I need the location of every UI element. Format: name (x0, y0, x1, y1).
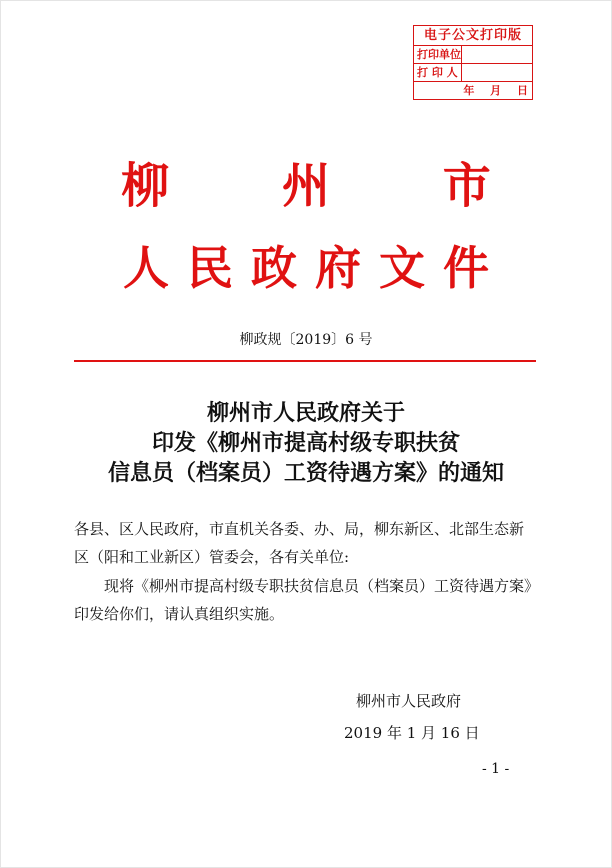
issuer-city-title: 柳 州 市 (121, 158, 539, 214)
stamp-print-unit-label: 打印单位 (414, 46, 462, 63)
stamp-year-label: 年 (463, 84, 475, 97)
stamp-printer-row (414, 64, 532, 82)
heading-line-1: 柳州市人民政府关于 (206, 400, 405, 426)
stamp-title: 电子公文打印版 (414, 26, 532, 46)
stamp-printer-label: 打 印 人 (414, 64, 462, 81)
stamp-print-unit-value (462, 46, 532, 63)
document-type-title: 人民政府文件 (123, 241, 507, 295)
stamp-day-label: 日 (517, 84, 528, 97)
signature-organization: 柳州市人民政府 (356, 692, 462, 710)
stamp-printer-value (462, 64, 532, 81)
heading-line-2: 印发《柳州市提高村级专职扶贫 (151, 430, 460, 456)
page-number: - 1 - (482, 761, 510, 777)
recipients-text: 各县、区人民政府，市直机关各委、办、局，柳东新区、北部生态新区（阳和工业新区）管委会，各有关单位: (74, 520, 525, 566)
red-separator-line (74, 360, 536, 362)
signature-date: 2019 年 1 月 16 日 (344, 724, 480, 742)
stamp-date-row (414, 82, 532, 99)
notice-heading (0, 398, 612, 488)
stamp-print-unit-row (414, 46, 532, 64)
body-paragraph: 现将《柳州市提高村级专职扶贫信息员（档案员）工资待遇方案》印发给你们，请认真组织实施。 (74, 577, 532, 623)
document-number: 柳政规〔2019〕6 号 (239, 332, 373, 348)
print-stamp-box (413, 25, 533, 100)
stamp-month-label: 月 (490, 84, 502, 97)
heading-line-3: 信息员（档案员）工资待遇方案》的通知 (107, 460, 504, 486)
